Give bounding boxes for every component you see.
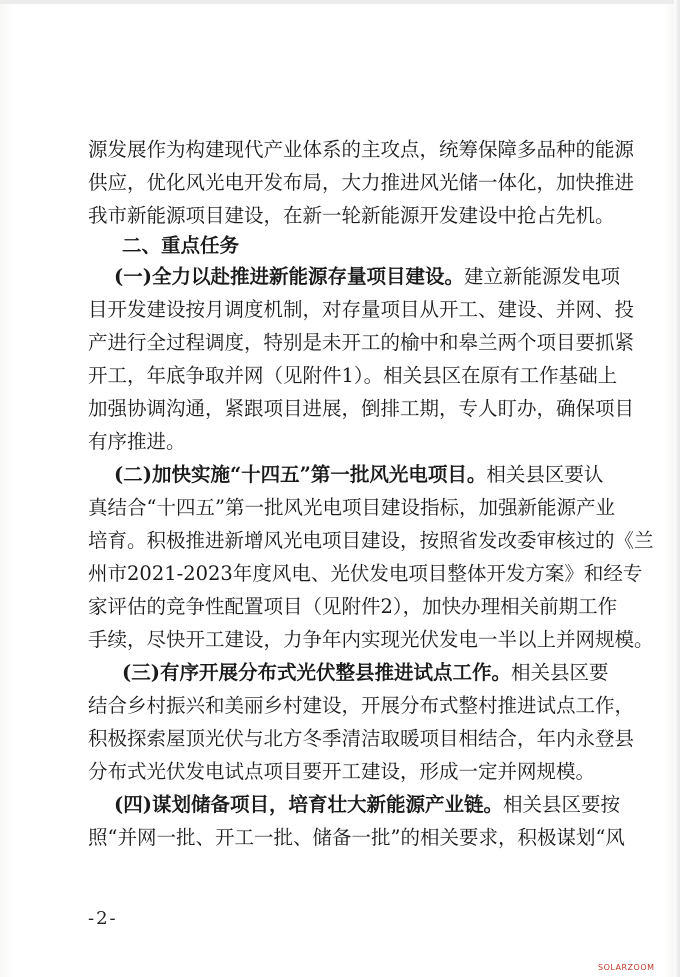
body-text: 家评估的竞争性配置项目（见附件2），加快办理相关前期工作 xyxy=(88,595,618,618)
body-line xyxy=(0,559,680,589)
page-number: -2- xyxy=(88,908,118,929)
body-text: 供应，优化风光电开发布局，大力推进风光储一体化，加快推进 xyxy=(88,171,635,194)
body-line xyxy=(0,168,680,198)
body-line xyxy=(0,460,680,490)
section-heading-line xyxy=(0,231,680,261)
body-line xyxy=(0,592,680,622)
body-text: 手续，尽快开工建设，力争年内实现光伏发电一半以上并网规模。 xyxy=(88,628,654,651)
body-text: 培育。积极推进新增风光电项目建设，按照省发改委审核过的《兰 xyxy=(88,529,654,552)
body-text: 加强协调沟通，紧跟项目进展，倒排工期，专人盯办，确保项目 xyxy=(88,397,635,420)
body-line xyxy=(0,757,680,787)
body-text: 真结合“十四五”第一批风光电项目建设指标，加强新能源产业 xyxy=(88,496,615,519)
body-line xyxy=(0,295,680,325)
body-line xyxy=(0,361,680,391)
body-text: 相关县区要 xyxy=(510,661,609,684)
body-line xyxy=(0,790,680,820)
body-text: 有序推进。 xyxy=(88,430,186,453)
subsection-title: (四)谋划储备项目，培育壮大新能源产业链。 xyxy=(114,793,503,816)
body-line xyxy=(0,526,680,556)
paragraph-start-line xyxy=(114,262,620,292)
body-line xyxy=(0,262,680,292)
body-line xyxy=(0,625,680,655)
body-line xyxy=(0,823,680,853)
body-line xyxy=(0,427,680,457)
body-line xyxy=(0,493,680,523)
body-text: 积极探索屋顶光伏与北方冬季清洁取暖项目相结合，年内永登县 xyxy=(88,727,635,750)
body-line xyxy=(0,328,680,358)
section-heading: 二、重点任务 xyxy=(122,234,240,257)
body-text: 产进行全过程调度，特别是未开工的榆中和皋兰两个项目要抓紧 xyxy=(88,331,635,354)
body-text: 开工，年底争取并网（见附件1）。相关县区在原有工作基础上 xyxy=(88,364,618,387)
subsection-title: (三)有序开展分布式光伏整县推进试点工作。 xyxy=(122,661,511,684)
paragraph-start-line xyxy=(114,790,620,820)
body-text: 目开发建设按月调度机制，对存量项目从开工、建设、并网、投 xyxy=(88,298,635,321)
body-text: 分布式光伏发电试点项目要开工建设，形成一定并网规模。 xyxy=(88,760,596,783)
body-text: 源发展作为构建现代产业体系的主攻点，统筹保障多品种的能源 xyxy=(88,138,635,161)
body-text: 建立新能源发电项 xyxy=(463,265,620,288)
body-line xyxy=(0,135,680,165)
body-text: 结合乡村振兴和美丽乡村建设，开展分布式整村推进试点工作， xyxy=(88,694,635,717)
body-text: 照“并网一批、开工一批、储备一批”的相关要求，积极谋划“风 xyxy=(88,826,625,849)
body-line xyxy=(0,691,680,721)
body-text: 我市新能源项目建设，在新一轮新能源开发建设中抢占先机。 xyxy=(88,204,615,227)
body-text: 州市2021-2023年度风电、光伏发电项目整体开发方案》和经专 xyxy=(88,562,643,585)
paragraph-start-line xyxy=(122,658,608,688)
body-text: 相关县区要按 xyxy=(502,793,620,816)
body-text: 相关县区要认 xyxy=(486,463,604,486)
body-line xyxy=(0,658,680,688)
subsection-title: (一)全力以赴推进新能源存量项目建设。 xyxy=(114,265,464,288)
body-line xyxy=(0,724,680,754)
subsection-title: (二)加快实施“十四五”第一批风光电项目。 xyxy=(114,463,487,486)
body-line xyxy=(0,201,680,231)
paragraph-start-line xyxy=(114,460,603,490)
scan-edge-top xyxy=(0,0,680,4)
body-line xyxy=(0,394,680,424)
watermark: SOLARZOOM xyxy=(598,963,655,972)
